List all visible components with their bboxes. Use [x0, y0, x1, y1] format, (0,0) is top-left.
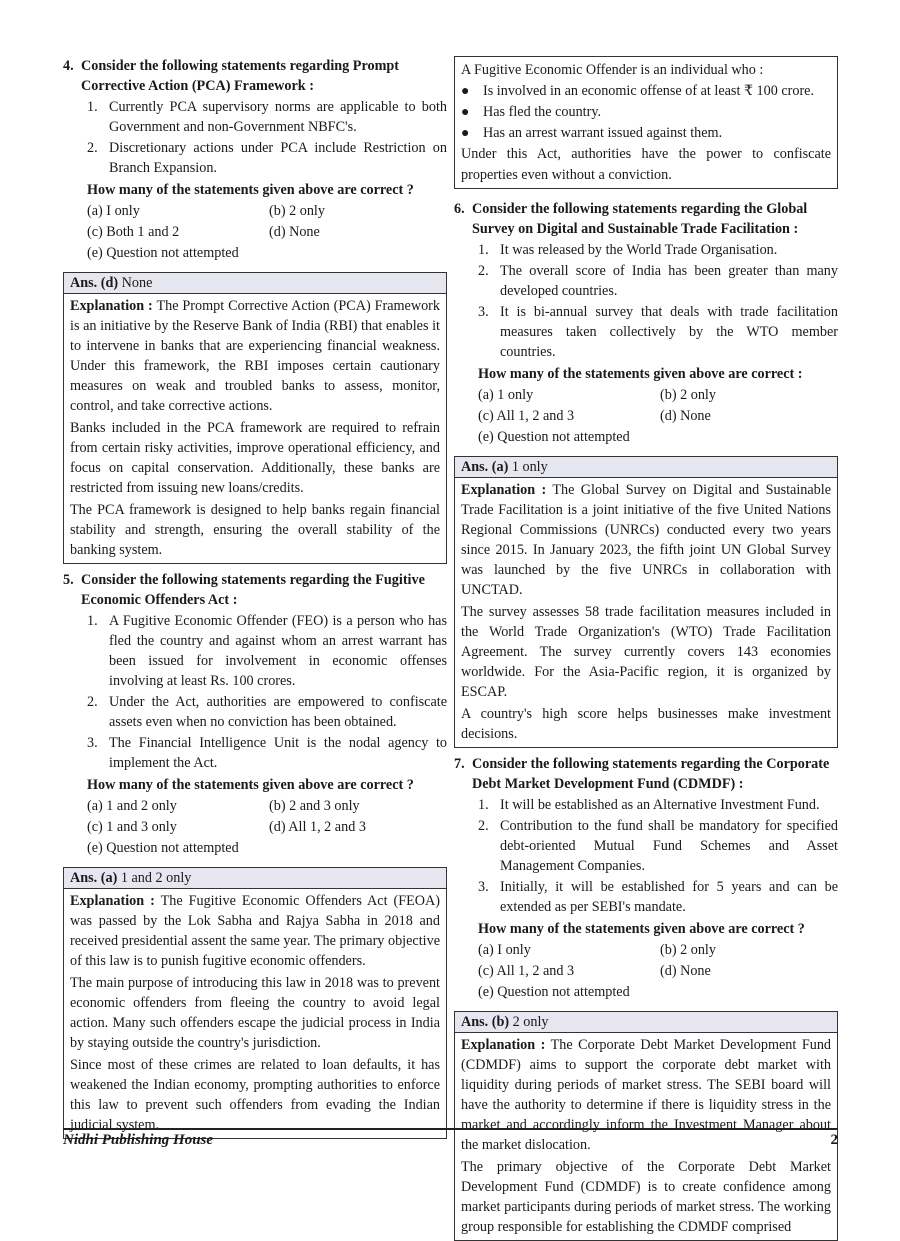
- option-b: (b) 2 only: [660, 387, 716, 403]
- option-c: (c) 1 and 3 only: [87, 819, 177, 835]
- explanation-continuation: A Fugitive Economic Offender is an individual who : ● Is involved in an economic offense of at least ₹ 100 crore. ● Has fled the country. ● Has an arrest warrant issued against them. Under this Act, authorities have the power to confiscate properties even without a conviction.: [454, 56, 838, 189]
- options: [87, 201, 447, 264]
- option-e: (e) Question not attempted: [478, 984, 630, 1000]
- option-b: (b) 2 only: [269, 203, 325, 219]
- statement: 2. Under the Act, authorities are empowered to confiscate assets even when no conviction has been obtained.: [87, 694, 447, 730]
- option-b: (b) 2 and 3 only: [269, 798, 360, 814]
- bullet-item: ● Has fled the country.: [461, 102, 831, 123]
- options: [478, 940, 838, 1003]
- option-c: (c) Both 1 and 2: [87, 224, 180, 240]
- option-d: (d) None: [660, 408, 711, 424]
- option-e: (e) Question not attempted: [87, 840, 239, 856]
- option-e: (e) Question not attempted: [87, 245, 239, 261]
- statement: 1. It was released by the World Trade Organisation.: [478, 242, 778, 258]
- options: [478, 385, 838, 448]
- option-e: (e) Question not attempted: [478, 429, 630, 445]
- option-d: (d) None: [660, 963, 711, 979]
- publisher-name: Nidhi Publishing House: [63, 1132, 214, 1148]
- question-6: [454, 199, 838, 748]
- option-c: (c) All 1, 2 and 3: [478, 963, 575, 979]
- answer-header: Ans. (b) 2 only: [455, 1012, 837, 1033]
- answer-header: Ans. (a) 1 and 2 only: [64, 868, 446, 889]
- bullet-item: ● Has an arrest warrant issued against them.: [461, 123, 831, 144]
- question-title: 4. Consider the following statements regarding Prompt Corrective Action (PCA) Framework :: [63, 58, 400, 94]
- answer-header: Ans. (d) None: [64, 273, 446, 294]
- explanation: Explanation : The Corporate Debt Market Development Fund (CDMDF) aims to support the corporate debt market with liquidity during periods of market stress. The SEBI board will have the authority to determine if there is liquidity stress in the market and accordingly inform the Investment Manager about the market dislocation. The primary objective of the Corporate Debt Market Development Fund (CDMDF) is to create confidence among market participants during periods of market stress. The working group responsible for establishing the CDMDF comprised: [461, 1037, 832, 1235]
- bullet-item: ● Is involved in an economic offense of at least ₹ 100 crore.: [461, 81, 831, 102]
- option-a: (a) I only: [87, 203, 140, 219]
- statement: 1. Currently PCA supervisory norms are applicable to both Government and non-Government NBFC's.: [87, 99, 447, 135]
- question-title: 7. Consider the following statements regarding the Corporate Debt Market Development Fund (CDMDF) :: [454, 756, 830, 792]
- question-4: [63, 56, 447, 564]
- explanation: Explanation : The Global Survey on Digital and Sustainable Trade Facilitation is a joint initiative of the five United Nations Regional Commissions (UNRCs) conducted every two years since 2015. In January 2023, the fifth joint UN Global Survey was launched by the five UNRCs in collaboration with UNCTAD. The survey assesses 58 trade facilitation measures included in the World Trade Organization's (WTO) Trade Facilitation Agreement. The survey currently covers 143 economies worldwide. For the Asia-Pacific region, it is organized by ESCAP. A country's high score helps businesses make investment decisions.: [461, 482, 831, 742]
- statement: 3. It is bi-annual survey that deals with trade facilitation measures taken collectively by the WTO member countries.: [478, 304, 838, 360]
- left-column: [63, 56, 447, 1139]
- answer-box: [454, 456, 838, 748]
- option-d: (d) None: [269, 224, 320, 240]
- bullet-icon: ●: [461, 105, 470, 120]
- option-c: (c) All 1, 2 and 3: [478, 408, 575, 424]
- option-a: (a) I only: [478, 942, 531, 958]
- statement: 1. A Fugitive Economic Offender (FEO) is a person who has fled the country and against whom an arrest warrant has been issued for involvement in economic offenses involving at least Rs. 100 crores.: [87, 613, 447, 689]
- question-7: [454, 754, 838, 1241]
- question-prompt: How many of the statements given above are correct ?: [87, 777, 414, 793]
- answer-header: Ans. (a) 1 only: [455, 457, 837, 478]
- question-prompt: How many of the statements given above are correct ?: [478, 921, 805, 937]
- explanation: Explanation : The Prompt Corrective Action (PCA) Framework is an initiative by the Reserve Bank of India (RBI) that enables it to intervene in banks that are experiencing financial weakness. Under this framework, the RBI imposes certain cautionary measures on weak and troubled banks to assess, monitor, control, and take corrective actions. Banks included in the PCA framework are required to refrain from certain risky activities, improve operational efficiency, and focus on capital conservation. Additionally, these banks are restricted from issuing new loans/credits. The PCA framework is designed to help banks regain financial stability and strength, ensuring the overall stability of the banking system.: [70, 298, 441, 558]
- statement: 1. It will be established as an Alternative Investment Fund.: [478, 797, 820, 813]
- answer-box: [63, 867, 447, 1139]
- right-column: [454, 56, 838, 1241]
- statement: 3. Initially, it will be established for 5 years and can be extended as per SEBI's mandate.: [478, 879, 838, 915]
- explanation: Explanation : The Fugitive Economic Offenders Act (FEOA) was passed by the Lok Sabha and Rajya Sabha in 2018 and received presidential assent the same year. The primary objective of this law is to punish fugitive economic offenders. The main purpose of introducing this law in 2018 was to prevent economic offenders from fleeing the country to avoid legal action. Many such offenders escape the judicial process in India by staying outside the country's jurisdiction. Since most of these crimes are related to loan defaults, it has weakened the Indian economy, prompting authorities to enforce this law to prevent such offenders from evading the Indian judicial system.: [70, 893, 440, 1133]
- page-number: 2: [830, 1132, 838, 1148]
- question-prompt: How many of the statements given above are correct ?: [87, 182, 414, 198]
- answer-box: [454, 1011, 838, 1241]
- statement: 2. The overall score of India has been greater than many developed countries.: [478, 263, 838, 299]
- question-prompt: How many of the statements given above are correct :: [478, 366, 803, 382]
- statement: 2. Discretionary actions under PCA include Restriction on Branch Expansion.: [87, 140, 447, 176]
- question-title: 5. Consider the following statements regarding the Fugitive Economic Offenders Act :: [63, 572, 425, 608]
- options: [87, 796, 447, 859]
- question-title: 6. Consider the following statements regarding the Global Survey on Digital and Sustainable Trade Facilitation :: [454, 201, 808, 237]
- statement: 3. The Financial Intelligence Unit is the nodal agency to implement the Act.: [87, 735, 447, 771]
- option-b: (b) 2 only: [660, 942, 716, 958]
- bullet-icon: ●: [461, 126, 470, 141]
- option-a: (a) 1 only: [478, 387, 534, 403]
- option-a: (a) 1 and 2 only: [87, 798, 177, 814]
- option-d: (d) All 1, 2 and 3: [269, 819, 366, 835]
- footer-divider: [63, 1128, 838, 1130]
- statement: 2. Contribution to the fund shall be mandatory for specified debt-oriented Mutual Fund Schemes and Asset Management Companies.: [478, 818, 838, 874]
- answer-box: [63, 272, 447, 564]
- question-5: [63, 570, 447, 1139]
- bullet-icon: ●: [461, 84, 470, 99]
